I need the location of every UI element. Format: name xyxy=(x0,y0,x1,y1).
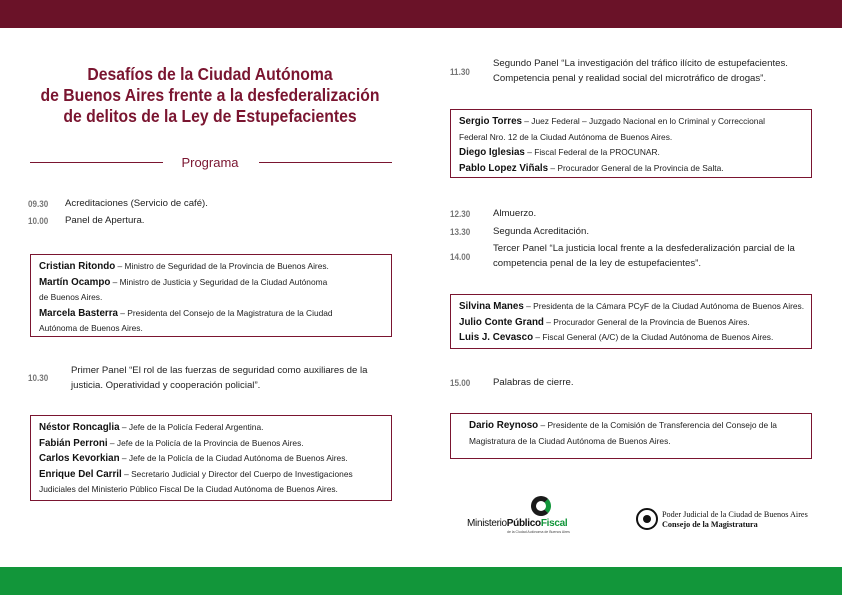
title-line: de delitos de la Ley de Estupefacientes xyxy=(63,106,357,126)
speakers-box-opening xyxy=(30,254,392,337)
speaker-name: Silvina Manes xyxy=(459,301,524,312)
panel-line: justicia. Operatividad y cooperación policial”. xyxy=(71,380,261,391)
speaker-line xyxy=(459,330,803,346)
title-line: de Buenos Aires frente a la desfederalización xyxy=(40,85,380,105)
speaker-name: Pablo Lopez Viñals xyxy=(459,162,549,174)
panel-title xyxy=(71,363,367,393)
panel-title xyxy=(493,241,795,271)
speaker-name: Fabián Perroni xyxy=(39,437,108,449)
divider-right xyxy=(259,162,392,163)
speaker-role: – Jefe de la Policía Federal Argentina. xyxy=(119,422,264,432)
speaker-role: – Fiscal General (A/C) de la Ciudad Autónoma de Buenos Aires. xyxy=(533,332,774,342)
mpf-word-2: Público xyxy=(506,518,541,529)
mpf-word-3: Fiscal xyxy=(540,518,568,529)
programa-heading: Programa xyxy=(181,155,239,170)
speaker-line xyxy=(39,290,383,306)
speaker-line xyxy=(469,434,803,450)
time-label: 12.30 xyxy=(450,209,471,219)
schedule-item: Panel de Apertura. xyxy=(65,215,145,226)
speaker-name: Julio Conte Grand xyxy=(459,316,544,328)
speaker-name: Marcela Basterra xyxy=(39,307,118,319)
schedule-item: Acreditaciones (Servicio de café). xyxy=(65,198,208,209)
speaker-line xyxy=(459,145,803,161)
speaker-role: – Ministro de Seguridad de la Provincia de Buenos Aires. xyxy=(115,261,329,271)
divider-left xyxy=(30,162,163,163)
speaker-line xyxy=(39,451,383,467)
speaker-role: – Presidenta de la Cámara PCyF de la Ciudad Autónoma de Buenos Aires. xyxy=(523,301,805,311)
speaker-name: Martín Ocampo xyxy=(39,276,111,288)
speakers-box-closing xyxy=(450,413,812,459)
speaker-role: Judiciales del Ministerio Público Fiscal De la Ciudad Autónoma de Buenos Aires. xyxy=(39,484,338,494)
time-label: 11.30 xyxy=(450,67,470,77)
schedule-item: Almuerzo. xyxy=(493,208,537,219)
speaker-line xyxy=(459,114,803,130)
speaker-role: Autónoma de Buenos Aires. xyxy=(39,323,143,333)
speaker-line xyxy=(39,467,383,483)
mpf-subtitle: de la Ciudad Autónoma de Buenos Aires xyxy=(507,530,570,534)
speaker-line xyxy=(39,436,383,452)
schedule-item: Palabras de cierre. xyxy=(493,377,574,388)
time-label: 10.00 xyxy=(28,216,49,226)
panel-line: Tercer Panel “La justicia local frente a la desfederalización parcial de la xyxy=(493,243,795,254)
speaker-name: Diego Iglesias xyxy=(459,147,525,158)
time-label: 13.30 xyxy=(450,227,471,237)
speaker-name: Cristian Ritondo xyxy=(39,261,116,272)
speaker-role: – Fiscal Federal de la PROCUNAR. xyxy=(524,147,660,157)
speaker-name: Luis J. Cevasco xyxy=(459,332,534,343)
speaker-name: Dario Reynoso xyxy=(469,420,539,431)
speakers-box-panel1 xyxy=(30,415,392,501)
speaker-role: Magistratura de la Ciudad Autónoma de Buenos Aires. xyxy=(469,435,671,446)
panel-line: competencia penal de la ley de estupefacientes”. xyxy=(493,258,701,269)
poder-judicial-logo xyxy=(636,508,816,534)
speaker-line xyxy=(39,482,383,498)
speaker-line xyxy=(39,275,383,291)
speaker-line xyxy=(39,306,383,322)
pj-line2: Consejo de la Magistratura xyxy=(662,520,758,529)
mpf-wordmark xyxy=(467,518,567,529)
speaker-role: – Ministro de Justicia y Seguridad de la Ciudad Autónoma xyxy=(110,276,328,287)
speaker-role: – Presidente de la Comisión de Transferencia del Consejo de la xyxy=(538,420,777,430)
speaker-name: Néstor Roncaglia xyxy=(39,422,120,433)
speaker-role: – Juez Federal – Juzgado Nacional en lo Criminal y Correccional xyxy=(521,116,765,126)
speaker-name: Sergio Torres xyxy=(459,116,522,127)
speaker-role: – Procurador General de la Provincia de Salta. xyxy=(548,162,724,173)
speaker-line xyxy=(39,259,383,275)
time-label: 14.00 xyxy=(450,252,471,262)
title-line: Desafíos de la Ciudad Autónoma xyxy=(87,64,333,84)
bottom-color-bar xyxy=(0,567,842,595)
schedule-item: Segunda Acreditación. xyxy=(493,226,590,237)
time-label: 09.30 xyxy=(28,199,49,209)
speaker-line xyxy=(459,130,803,146)
speakers-box-panel3 xyxy=(450,294,812,349)
speaker-line xyxy=(39,420,383,436)
panel-title xyxy=(493,56,788,86)
seal-icon xyxy=(636,508,658,530)
panel-line: Segundo Panel “La investigación del tráfico ilícito de estupefacientes. xyxy=(493,58,788,69)
ministerio-publico-fiscal-logo xyxy=(465,496,585,538)
mpf-word-1: Ministerio xyxy=(467,518,507,529)
speakers-box-panel2 xyxy=(450,109,812,178)
speaker-name: Enrique Del Carril xyxy=(39,468,122,480)
speaker-name: Carlos Kevorkian xyxy=(39,453,120,464)
speaker-role: Federal Nro. 12 de la Ciudad Autónoma de Buenos Aires. xyxy=(459,131,673,142)
top-color-bar xyxy=(0,0,842,28)
mpf-emblem-icon xyxy=(531,496,551,516)
speaker-role: – Jefe de la Policía de la Ciudad Autónoma de Buenos Aires. xyxy=(119,453,348,463)
speaker-line xyxy=(459,161,803,177)
speaker-role: – Secretario Judicial y Director del Cuerpo de Investigaciones xyxy=(121,468,353,479)
speaker-role: – Jefe de la Policía de la Provincia de Buenos Aires. xyxy=(107,437,304,448)
time-label: 10.30 xyxy=(28,373,49,383)
speaker-line xyxy=(39,321,383,337)
speaker-role: de Buenos Aires. xyxy=(39,292,103,302)
pj-line1: Poder Judicial de la Ciudad de Buenos Aires xyxy=(662,510,808,519)
speaker-role: – Presidenta del Consejo de la Magistratura de la Ciudad xyxy=(117,307,333,318)
speaker-line xyxy=(459,315,803,331)
panel-line: Competencia penal y realidad social del microtráfico de drogas”. xyxy=(493,73,767,84)
panel-line: Primer Panel “El rol de las fuerzas de seguridad como auxiliares de la xyxy=(71,365,368,376)
page-title xyxy=(39,64,381,127)
speaker-line xyxy=(459,299,803,315)
time-label: 15.00 xyxy=(450,378,471,388)
speaker-role: – Procurador General de la Provincia de Buenos Aires. xyxy=(543,316,750,327)
speaker-line xyxy=(469,418,803,434)
